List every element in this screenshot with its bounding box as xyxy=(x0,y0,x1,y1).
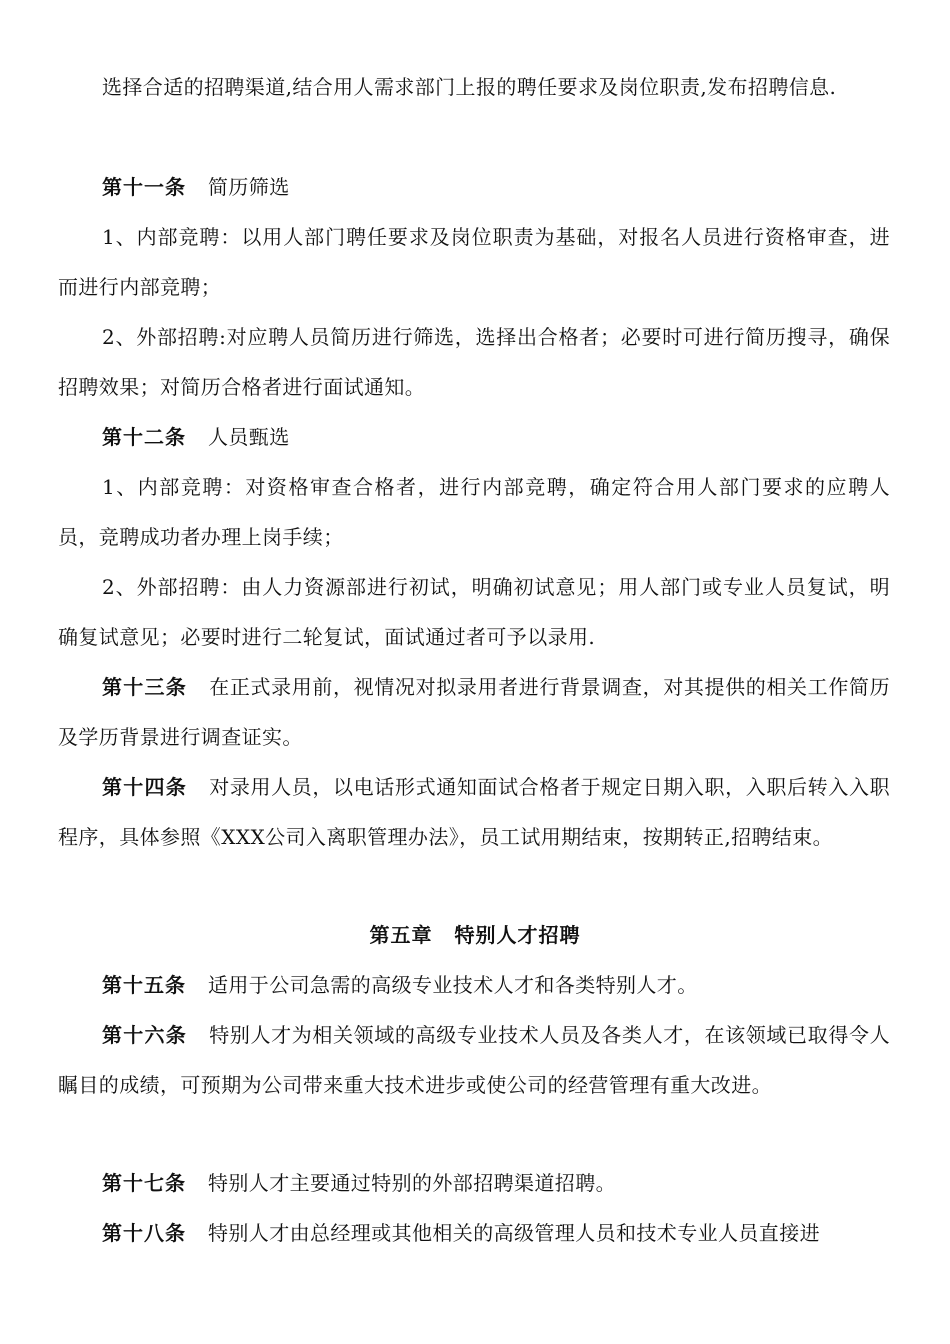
article-text: 在正式录用前，视情况对拟录用者进行背景调查，对其提供的相关工作简历及学历背景进行调查证实。 xyxy=(58,675,890,749)
article-text: 适用于公司急需的高级专业技术人才和各类特别人才。 xyxy=(208,973,698,997)
article-12-heading xyxy=(58,412,890,462)
paragraph-internal-selection: 1、内部竞聘：对资格审查合格者，进行内部竞聘，确定符合用人部门要求的应聘人员，竞聘成功者办理上岗手续； xyxy=(58,475,890,549)
paragraph-recruitment-channel: 选择合适的招聘渠道,结合用人需求部门上报的聘任要求及岗位职责,发布招聘信息. xyxy=(102,75,837,99)
article-text: 对录用人员，以电话形式通知面试合格者于规定日期入职，入职后转入入职程序，具体参照《XXX公司入离职管理办法》，员工试用期结束，按期转正,招聘结束。 xyxy=(58,775,890,849)
chapter-title: 特别人才招聘 xyxy=(454,923,581,947)
article-14 xyxy=(58,762,890,862)
article-18 xyxy=(58,1208,890,1258)
article-15 xyxy=(58,960,890,1010)
paragraph-external-selection: 2、外部招聘：由人力资源部进行初试，明确初试意见；用人部门或专业人员复试，明确复试意见；必要时进行二轮复试，面试通过者可予以录用. xyxy=(58,575,890,649)
article-text: 简历筛选 xyxy=(208,175,290,199)
article-label: 第十五条 xyxy=(102,973,186,997)
article-text: 特别人才由总经理或其他相关的高级管理人员和技术专业人员直接进 xyxy=(208,1221,820,1245)
article-label: 第十八条 xyxy=(102,1221,186,1245)
paragraph-external-recruitment: 2、外部招聘:对应聘人员简历进行筛选，选择出合格者；必要时可进行简历搜寻，确保招聘效果；对简历合格者进行面试通知。 xyxy=(58,325,890,399)
chapter-5-title xyxy=(0,910,950,960)
article-label: 第十七条 xyxy=(102,1171,186,1195)
article-label: 第十四条 xyxy=(102,775,187,799)
article-label: 第十三条 xyxy=(102,675,187,699)
article-text: 人员甄选 xyxy=(208,425,290,449)
article-17 xyxy=(58,1158,890,1208)
article-13 xyxy=(58,662,890,762)
article-16 xyxy=(58,1010,890,1110)
article-text: 特别人才主要通过特别的外部招聘渠道招聘。 xyxy=(208,1171,616,1195)
article-11-heading xyxy=(58,162,890,212)
paragraph-internal-competition: 1、内部竞聘：以用人部门聘任要求及岗位职责为基础，对报名人员进行资格审查，进而进行内部竞聘； xyxy=(58,225,890,299)
article-label: 第十一条 xyxy=(102,175,186,199)
chapter-label: 第五章 xyxy=(369,923,433,947)
article-label: 第十六条 xyxy=(102,1023,187,1047)
article-text: 特别人才为相关领域的高级专业技术人员及各类人才，在该领域已取得令人瞩目的成绩，可预期为公司带来重大技术进步或使公司的经营管理有重大改进。 xyxy=(58,1023,890,1097)
article-label: 第十二条 xyxy=(102,425,186,449)
